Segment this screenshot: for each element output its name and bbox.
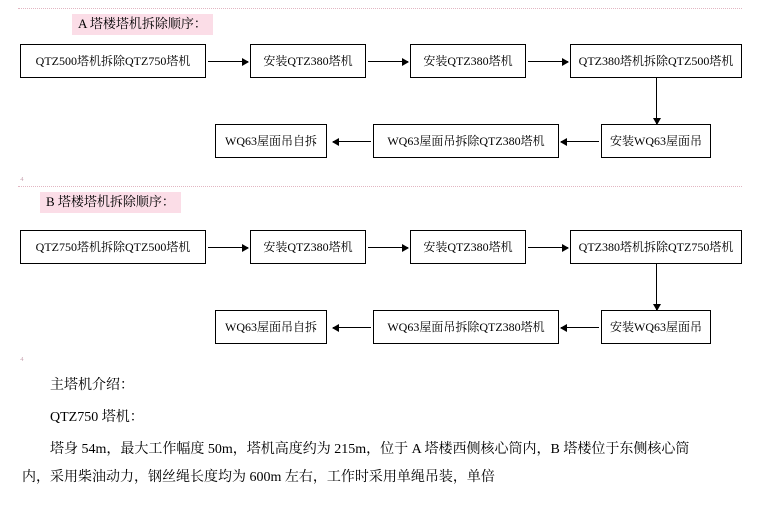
margin-mark-1: ₄	[20, 170, 24, 182]
section-b-title: B 塔楼塔机拆除顺序：	[40, 192, 181, 213]
flow-a-row1-box-2: 安装QTZ380塔机	[250, 44, 366, 78]
section-a-title: A 塔楼塔机拆除顺序：	[72, 14, 213, 35]
flow-a-row1-box-3: 安装QTZ380塔机	[410, 44, 526, 78]
arrow-a-r1-3	[528, 61, 568, 62]
divider-middle	[18, 186, 742, 187]
body-heading-2: QTZ750 塔机：	[50, 410, 144, 425]
flow-a-row2-box-3: 安装WQ63屋面吊	[601, 124, 711, 158]
arrow-b-r2-2	[561, 327, 599, 328]
body-paragraph: 塔身 54m，最大工作幅度 50m，塔机高度约为 215m，位于 A 塔楼西侧核心筒内，B 塔楼位于东侧核心筒内，采用柴油动力，钢丝绳长度均为 600m 左右，工作时采用单绳吊装，单倍	[22, 442, 690, 485]
body-heading-1: 主塔机介绍：	[50, 378, 134, 393]
flow-a-row1-box-1: QTZ500塔机拆除QTZ750塔机	[20, 44, 206, 78]
flow-b-row1-box-4: QTZ380塔机拆除QTZ750塔机	[570, 230, 742, 264]
flow-a-row2-box-2: WQ63屋面吊拆除QTZ380塔机	[373, 124, 559, 158]
arrow-b-r1-2	[368, 247, 408, 248]
flow-b-row1-box-2: 安装QTZ380塔机	[250, 230, 366, 264]
arrow-b-down	[656, 264, 657, 310]
arrow-b-r2-1	[333, 327, 371, 328]
margin-mark-2: ₄	[20, 350, 24, 362]
arrow-a-r2-2	[561, 141, 599, 142]
arrow-a-r1-2	[368, 61, 408, 62]
divider-top	[18, 8, 742, 9]
arrow-b-r1-3	[528, 247, 568, 248]
arrow-a-r2-1	[333, 141, 371, 142]
flow-a-row2-box-1: WQ63屋面吊自拆	[215, 124, 327, 158]
arrow-a-r1-1	[208, 61, 248, 62]
flow-b-row2-box-2: WQ63屋面吊拆除QTZ380塔机	[373, 310, 559, 344]
arrow-b-r1-1	[208, 247, 248, 248]
flow-b-row1-box-3: 安装QTZ380塔机	[410, 230, 526, 264]
arrow-a-down	[656, 78, 657, 124]
flow-a-row1-box-4: QTZ380塔机拆除QTZ500塔机	[570, 44, 742, 78]
flow-b-row2-box-3: 安装WQ63屋面吊	[601, 310, 711, 344]
flow-b-row2-box-1: WQ63屋面吊自拆	[215, 310, 327, 344]
flow-b-row1-box-1: QTZ750塔机拆除QTZ500塔机	[20, 230, 206, 264]
